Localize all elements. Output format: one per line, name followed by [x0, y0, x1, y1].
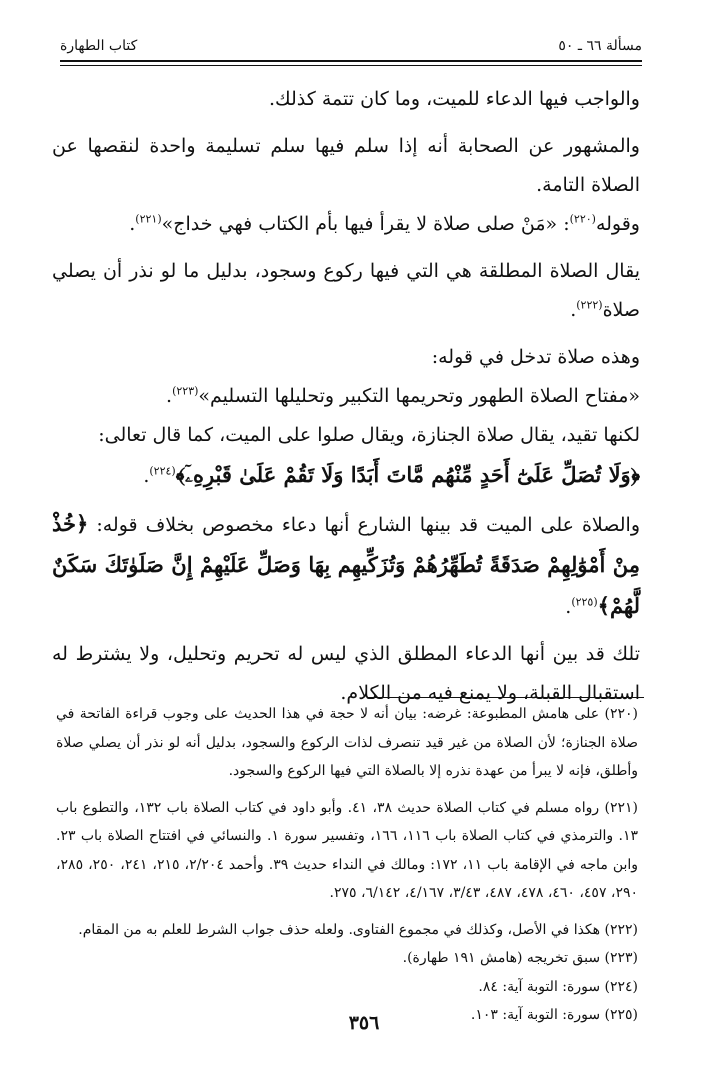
footnote-divider	[368, 697, 644, 698]
hadith-quote-2: «مفتاح الصلاة الطهور وتحريمها التكبير وتحليلها التسليم»	[198, 385, 640, 407]
footnote-ref-222: (٢٢٢)	[576, 298, 603, 312]
footnote-220: (٢٢٠) على هامش المطبوعة: غرضه: بيان أنه لا حجة في هذا الحديث على وجوب قراءة الفاتحة في صلاة الجنازة؛ لأن الصلاة من غير قيد تنصرف لذات الركوع والسجود، بدليل أنه لو نذر أن يصلي صلاة وأطلق، فإنه لا يبرأ من عهدة نذره إلا بالصلاة التي فيها الركوع والسجود.	[56, 706, 638, 779]
footnote-221: (٢٢١) رواه مسلم في كتاب الصلاة حديث ٣٨، ٤١. وأبو داود في كتاب الصلاة باب ١٣٢، والتطوع باب ١٣. والترمذي في كتاب الصلاة باب ١١٦، ١٦٦، وتفسير سورة ١. والنسائي في افتتاح الصلاة باب ٢٣. وابن ماجه في الإقامة باب ١١، ١٧٢: ومالك في النداء حديث ٣٩. وأحمد ٢/٢٠٤، ٢١٥، ٢٤١، ٢٥٠، ٢٨٥، ٢٩٠، ٤٥٧، ٤٦٠، ٤٧٨، ٤٨٧، ٣/٤٣، ٤/١٦٧، ٦/١٤٢، ٢٧٥.	[56, 799, 639, 901]
paragraph-6: «مفتاح الصلاة الطهور وتحريمها التكبير وتحليلها التسليم»$^{(٢٢٣)}$.	[166, 384, 640, 407]
quran-verse-1: ﴿وَلَا تُصَلِّ عَلَىٰٓ أَحَدٍ مِّنْهُم مَّاتَ أَبَدًا وَلَا تَقُمْ عَلَىٰ قَبْرِهِۦٓ﴾	[175, 462, 640, 487]
issue-label: مسألة ٦٦ ـ ٥٠	[558, 38, 642, 54]
paragraph-8: ﴿وَلَا تُصَلِّ عَلَىٰٓ أَحَدٍ مِّنْهُم مَّاتَ أَبَدًا وَلَا تَقُمْ عَلَىٰ قَبْرِهِۦٓ﴾$^{(٢٢٤)}$.	[143, 462, 640, 487]
header-rule-thick	[60, 60, 642, 62]
footnote-ref-224: (٢٢٤)	[149, 464, 176, 478]
paragraph-2: والمشهور عن الصحابة أنه إذا سلم فيها سلم تسليمة واحدة لنقصها عن الصلاة التامة.	[52, 135, 640, 196]
paragraph-7: لكنها تقيد، يقال صلاة الجنازة، ويقال صلوا على الميت، كما قال تعالى:	[98, 424, 640, 446]
header-rule-thin	[60, 65, 642, 66]
running-header	[60, 34, 642, 60]
footnote-ref-223: (٢٢٣)	[172, 384, 199, 398]
paragraph-10: تلك قد بين أنها الدعاء المطلق الذي ليس له تحريم وتحليل، ولا يشترط له استقبال القبلة، ولا يمنع فيه من الكلام.	[52, 643, 640, 704]
p3-prefix: وقوله	[595, 213, 640, 235]
p4-text: يقال الصلاة المطلقة هي التي فيها ركوع وسجود، بدليل ما لو نذر أن يصلي صلاة	[52, 260, 640, 321]
page-number: ٣٥٦	[348, 1012, 380, 1034]
paragraph-4: يقال الصلاة المطلقة هي التي فيها ركوع وسجود، بدليل ما لو نذر أن يصلي صلاة$^{(٢٢٢)}$.	[52, 260, 640, 321]
footnote-225: (٢٢٥) سورة: التوبة آية: ١٠٣.	[470, 1007, 638, 1023]
paragraph-3: وقوله$^{(٢٢٠)}$: «مَنْ صلى صلاة لا يقرأ فيها بأم الكتاب فهي خداج»$^{(٢٢١)}$.	[129, 212, 640, 235]
footnote-ref-220: (٢٢٠)	[569, 212, 596, 226]
paragraph-9: والصلاة على الميت قد بينها الشارع أنها دعاء مخصوص بخلاف قوله: ﴿خُذْ مِنْ أَمْوَٰلِهِمْ صَدَقَةً تُطَهِّرُهُمْ وَتُزَكِّيهِم بِهَا وَصَلِّ عَلَيْهِمْ إِنَّ صَلَوٰتَكَ سَكَنٌ لَّهُمْ﴾$^{(٢٢٥)}$.	[52, 511, 640, 618]
hadith-quote: : «مَنْ صلى صلاة لا يقرأ فيها بأم الكتاب فهي خداج»	[161, 213, 570, 235]
footnote-ref-221: (٢٢١)	[135, 212, 162, 226]
book-title: كتاب الطهارة	[60, 38, 138, 54]
footnote-ref-225: (٢٢٥)	[571, 595, 598, 609]
main-text	[52, 80, 640, 713]
footnote-224: (٢٢٤) سورة: التوبة آية: ٨٤.	[478, 978, 638, 995]
quran-verse-2: ﴿خُذْ مِنْ أَمْوَٰلِهِمْ صَدَقَةً تُطَهِّرُهُمْ وَتُزَكِّيهِم بِهَا وَصَلِّ عَلَيْهِمْ إِنَّ صَلَوٰتَكَ سَكَنٌ لَّهُمْ﴾	[52, 511, 640, 618]
footnote-223: (٢٢٣) سبق تخريجه (هامش ١٩١ طهارة).	[402, 950, 638, 966]
footnote-222: (٢٢٢) هكذا في الأصل، وكذلك في مجموع الفتاوى. ولعله حذف جواب الشرط للعلم به من المقام.	[78, 921, 638, 938]
p9-text: والصلاة على الميت قد بينها الشارع أنها دعاء مخصوص بخلاف قوله:	[96, 514, 640, 536]
paragraph-5: وهذه صلاة تدخل في قوله:	[431, 346, 640, 368]
footnotes	[56, 700, 638, 1030]
paragraph-1: والواجب فيها الدعاء للميت، وما كان تتمة كذلك.	[268, 88, 640, 110]
